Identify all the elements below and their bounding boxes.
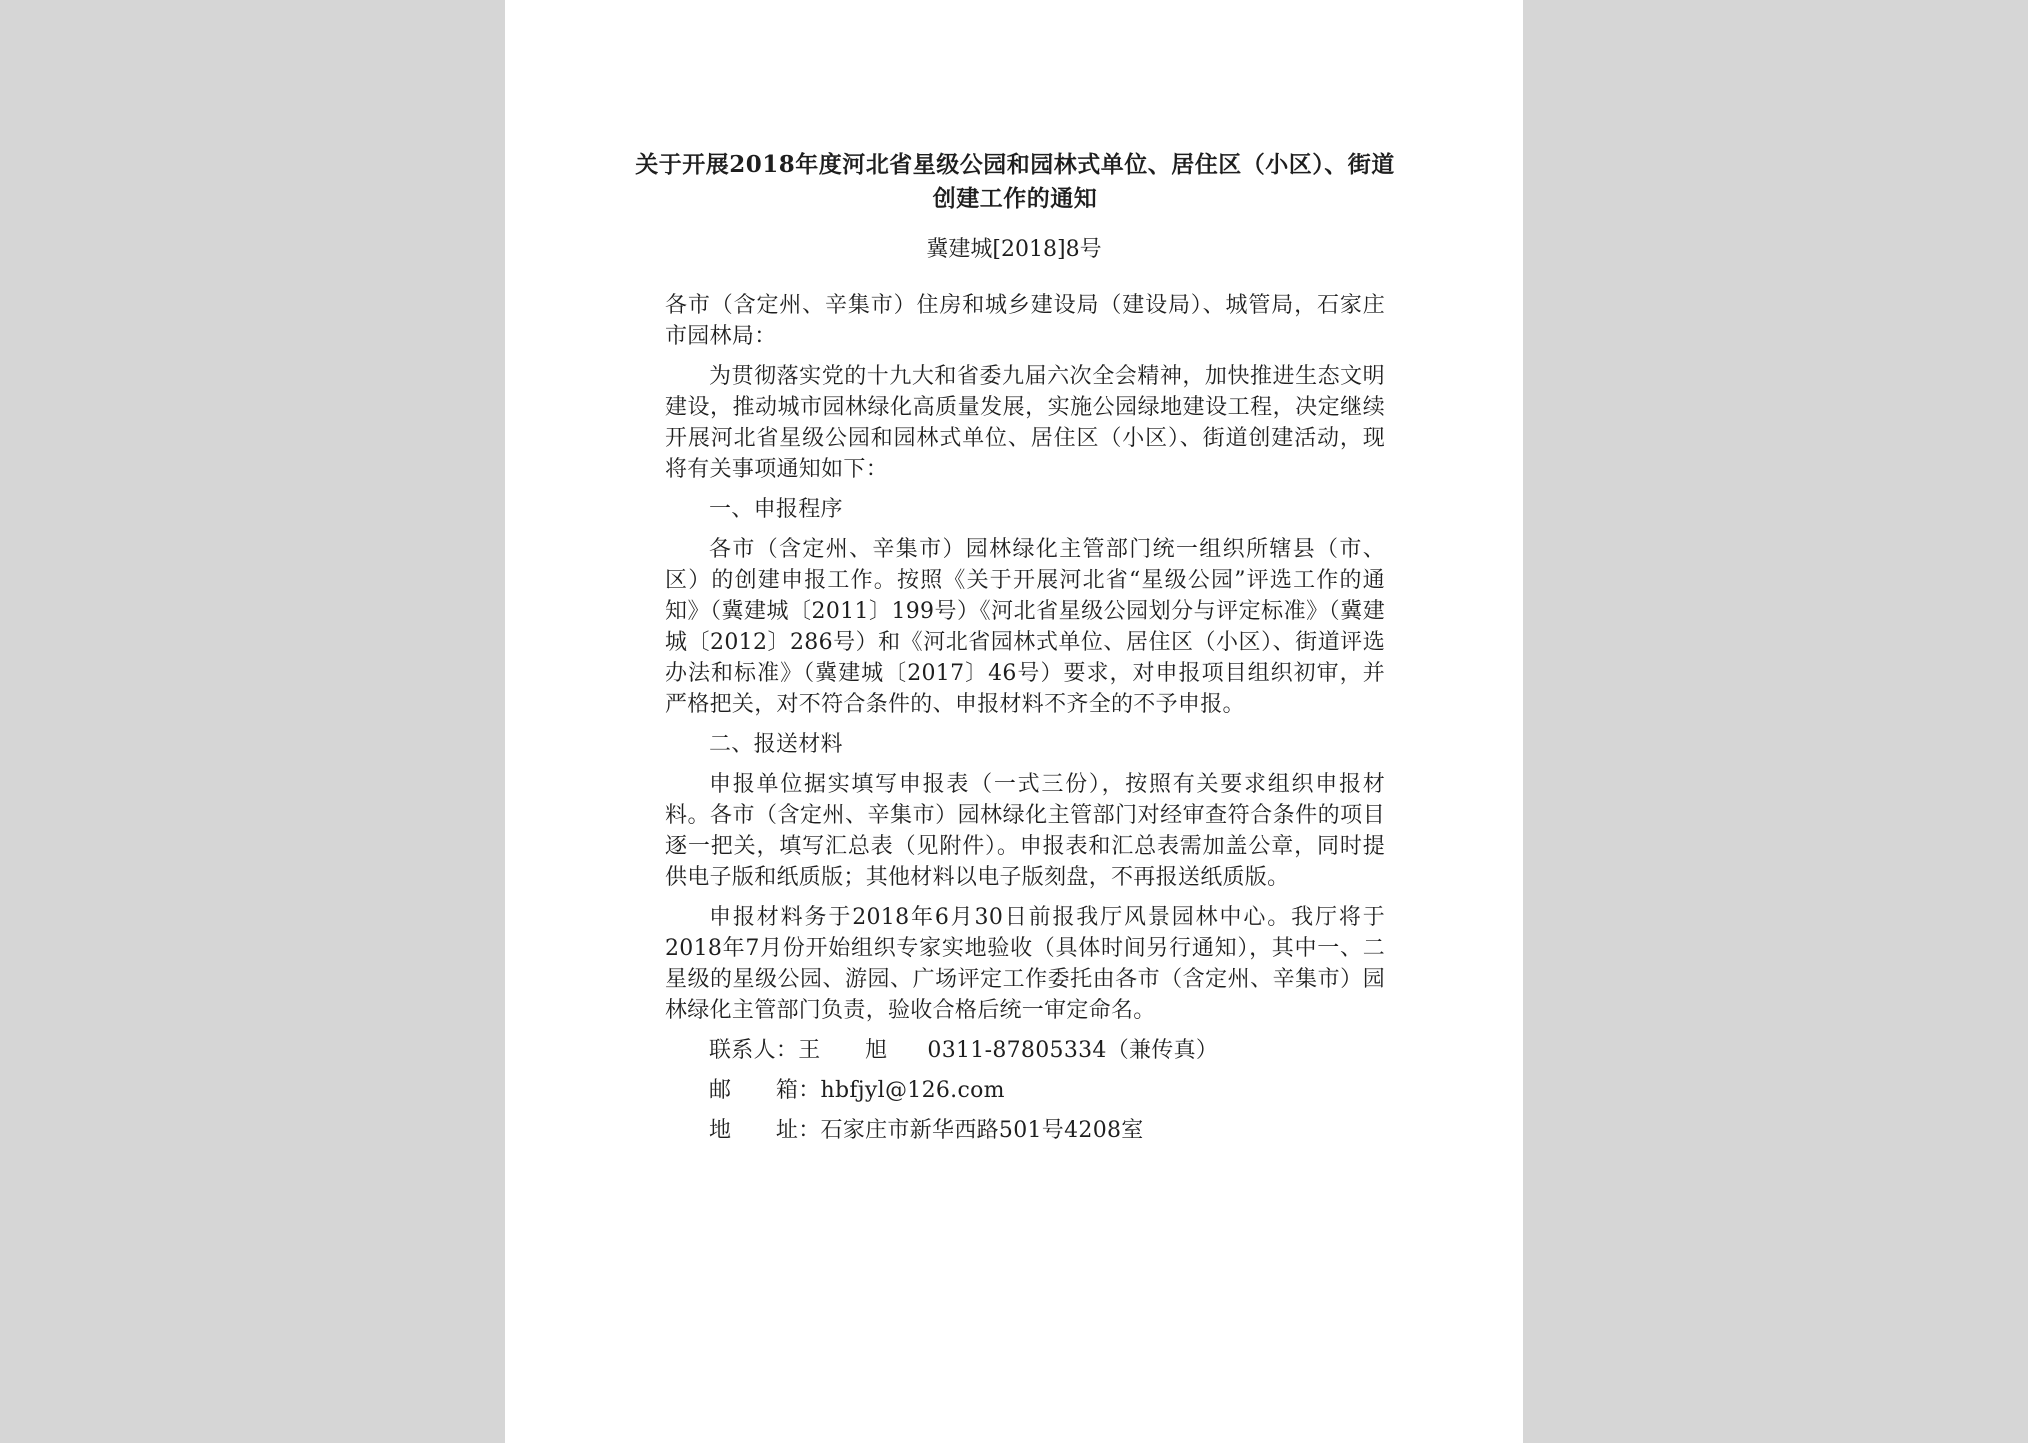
contact-address-label: 地 址： — [709, 1118, 821, 1143]
contact-person-label: 联系人： — [709, 1038, 799, 1063]
section-paragraph-2b: 申报材料务于2018年6月30日前报我厅风景园林中心。我厅将于2018年7月份开始组织专家实地验收（具体时间另行通知），其中一、二星级的星级公园、游园、广场评定工作委托由各市（含定州、辛集市）园林绿化主管部门负责，验收合格后统一审定命名。 — [665, 905, 1385, 1023]
document-title: 关于开展2018年度河北省星级公园和园林式单位、居住区（小区）、街道创建工作的通知 — [635, 151, 1395, 212]
contact-person-line — [665, 1035, 1385, 1066]
section-heading-2: 二、报送材料 — [709, 732, 843, 757]
contact-address: 石家庄市新华西路501号4208室 — [820, 1118, 1144, 1143]
addressee: 各市（含定州、辛集市）住房和城乡建设局（建设局）、城管局，石家庄市园林局： — [665, 293, 1385, 349]
section-paragraph-1: 各市（含定州、辛集市）园林绿化主管部门统一组织所辖县（市、区）的创建申报工作。按照《关于开展河北省“星级公园”评选工作的通知》（冀建城〔2011〕199号）《河北省星级公园划分与评定标准》（冀建城〔2012〕286号）和《河北省园林式单位、居住区（小区）、街道评选办法和标准》（冀建城〔2017〕46号）要求，对申报项目组织初审，并严格把关，对不符合条件的、申报材料不齐全的不予申报。 — [665, 537, 1385, 717]
contact-phone: 0311-87805334（兼传真） — [927, 1038, 1219, 1063]
contact-address-line — [665, 1115, 1385, 1146]
contact-email-label: 邮 箱： — [709, 1078, 821, 1103]
section-heading-1: 一、申报程序 — [709, 497, 843, 522]
contact-email-line — [665, 1075, 1385, 1106]
document-page — [505, 0, 1523, 1443]
contact-person-name: 王 旭 — [798, 1038, 888, 1063]
document-number: 冀建城[2018]8号 — [926, 237, 1102, 262]
section-paragraph-2a: 申报单位据实填写申报表（一式三份），按照有关要求组织申报材料。各市（含定州、辛集市）园林绿化主管部门对经审查符合条件的项目逐一把关，填写汇总表（见附件）。申报表和汇总表需加盖公章，同时提供电子版和纸质版；其他材料以电子版刻盘，不再报送纸质版。 — [665, 772, 1385, 890]
contact-email: hbfjyl@126.com — [820, 1078, 1005, 1103]
document-body — [665, 290, 1385, 1155]
intro-paragraph: 为贯彻落实党的十九大和省委九届六次全会精神，加快推进生态文明建设，推动城市园林绿化高质量发展，实施公园绿地建设工程，决定继续开展河北省星级公园和园林式单位、居住区（小区）、街道创建活动，现将有关事项通知如下： — [665, 364, 1385, 482]
